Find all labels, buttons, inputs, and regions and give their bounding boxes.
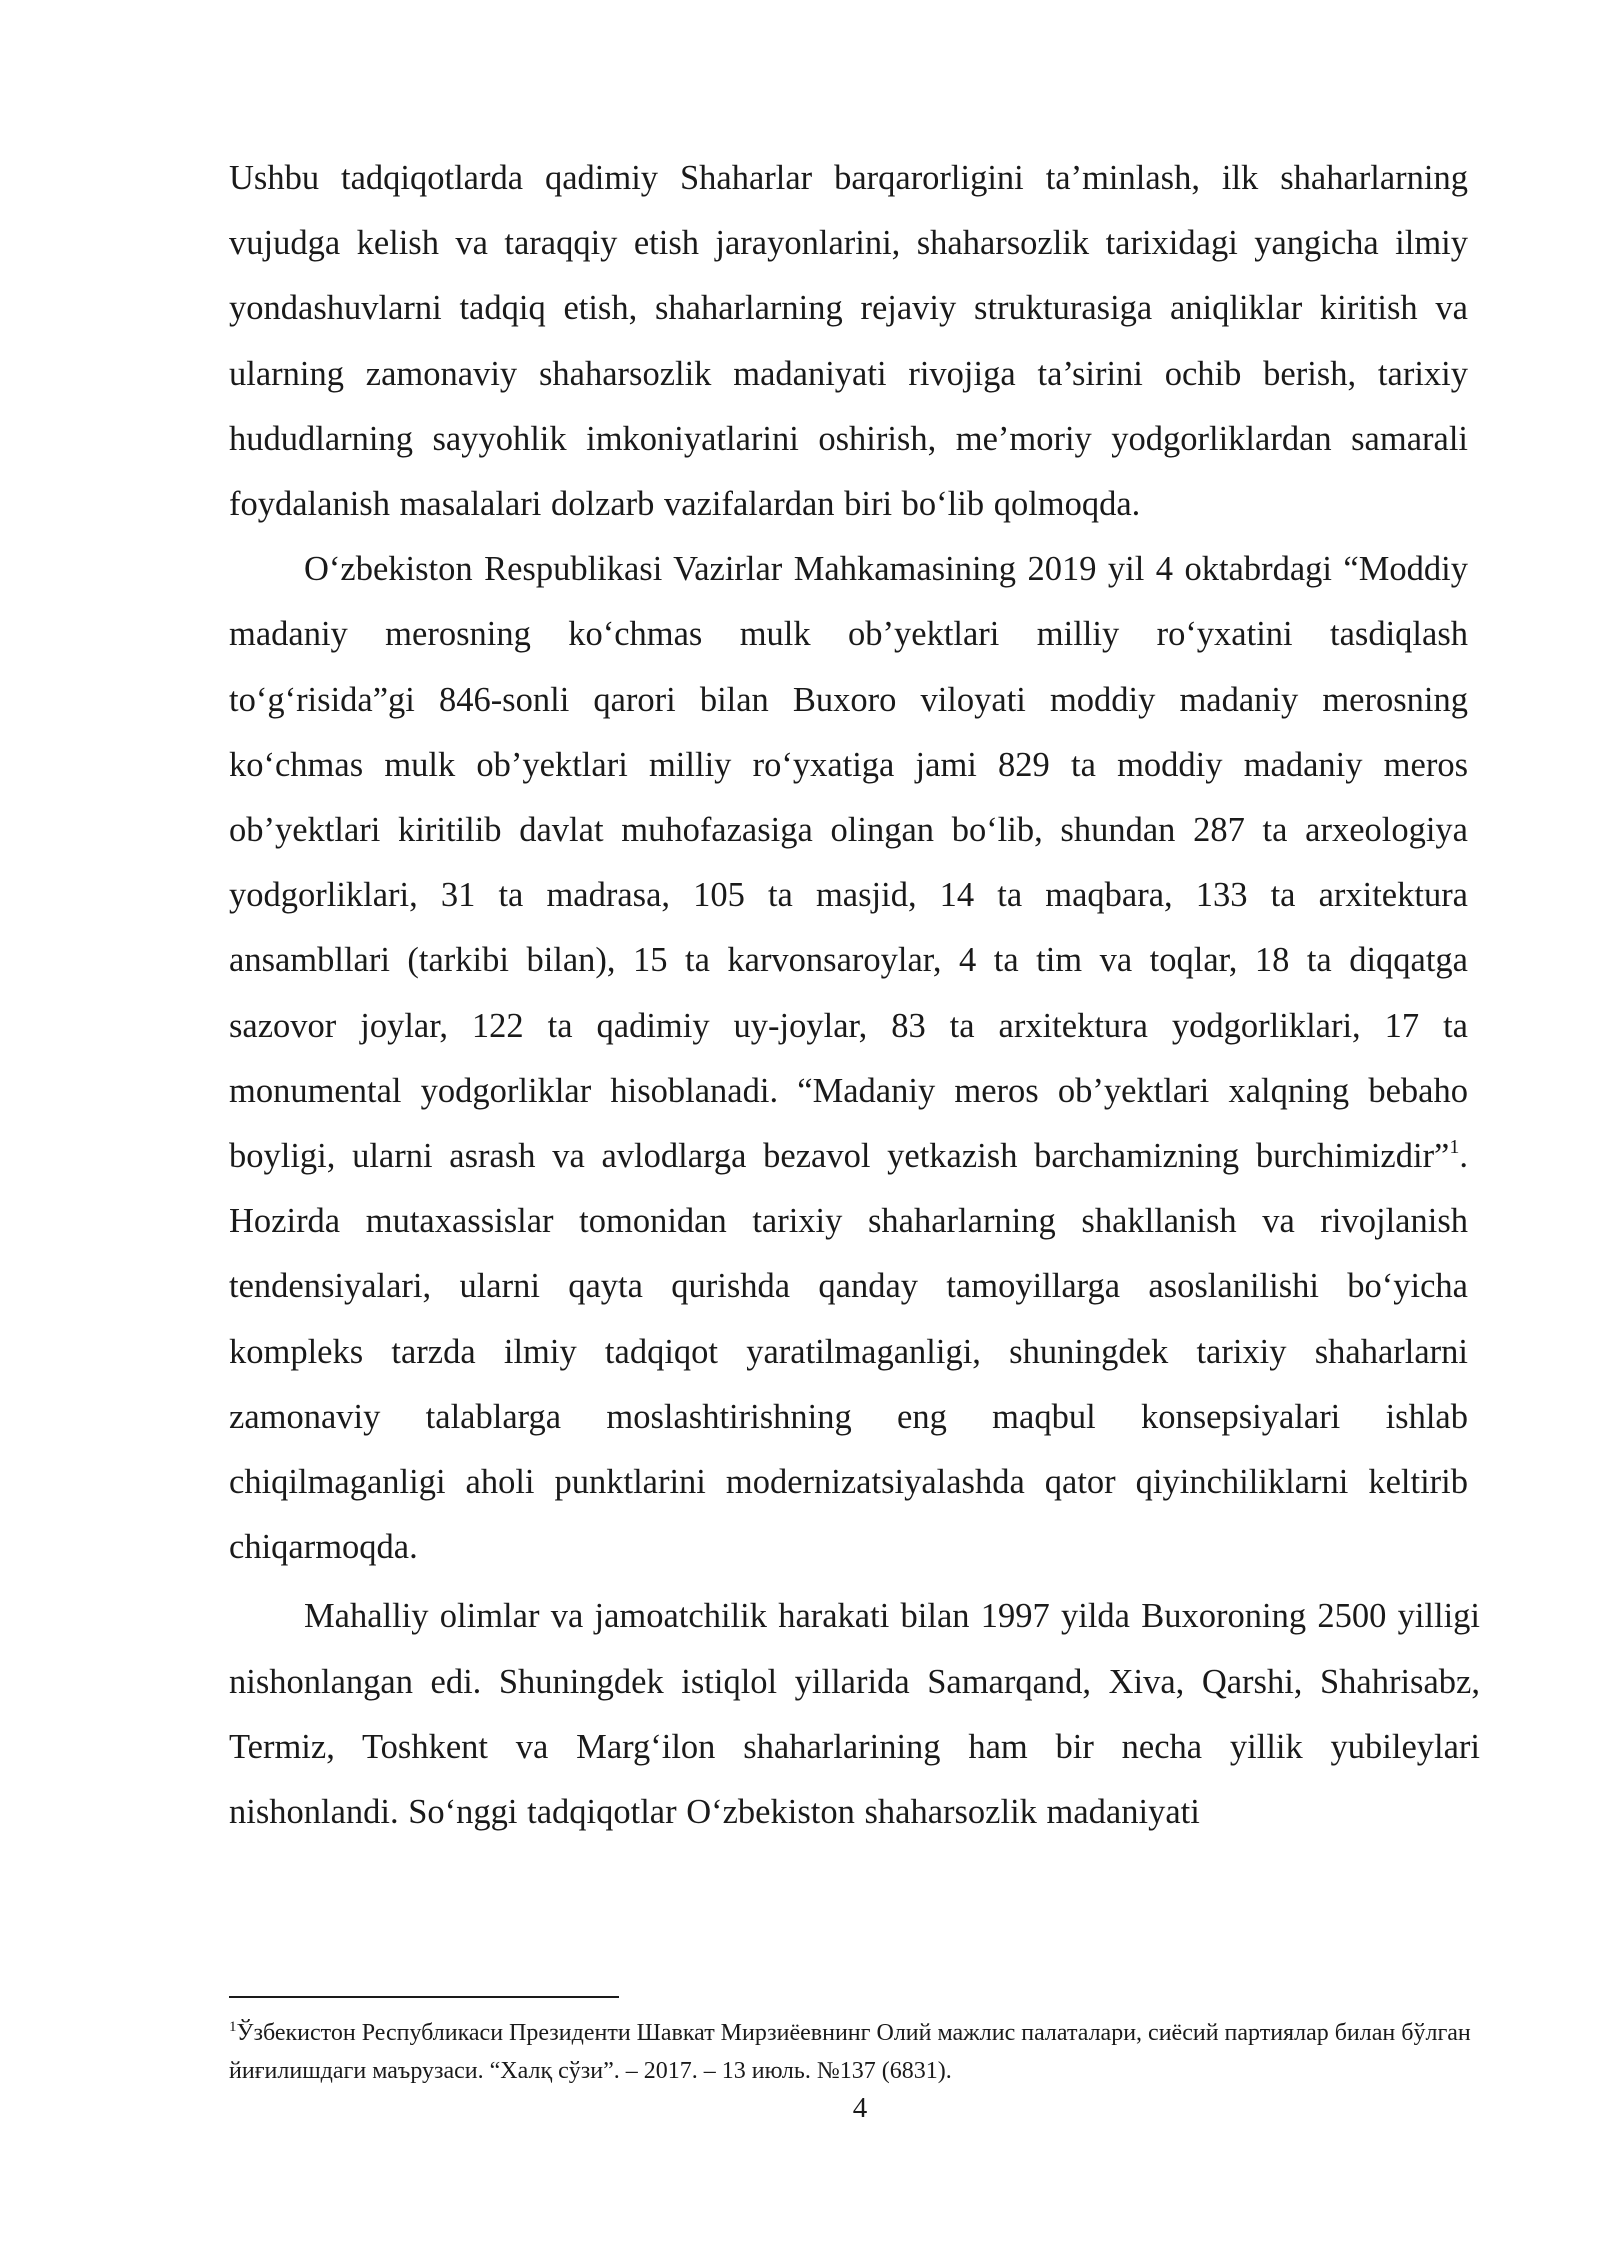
paragraph-3: Mahalliy olimlar va jamoatchilik harakati bilan 1997 yilda Buxoroning 2500 yilligi nishonlangan edi. Shuningdek istiqlol yillarida Samarqand, Xiva, Qarshi, Shahrisabz, Termiz, Toshkent va Marg‘ilon shaharlarining ham bir necha yillik yubileylari nishonlandi. So‘nggi tadqiqotlar O‘zbekiston shaharsozlik madaniyati <box>229 1597 1480 1832</box>
footnote <box>229 2014 1479 2090</box>
footnote-text: Ўзбекистон Республикаси Президенти Шавкат Мирзиёевнинг Олий мажлис палаталари, сиёсий партиялар билан бўлган йиғилишдаги маърузаси. “Халқ сўзи”. – 2017. – 13 июль. №137 (6831). <box>229 2020 1471 2084</box>
page-number: 4 <box>852 2092 868 2124</box>
footnote-reference[interactable]: 1 <box>1449 1136 1460 1159</box>
paragraph-2-text-a: O‘zbekiston Respublikasi Vazirlar Mahkamasining 2019 yil 4 oktabrdagi “Moddiy madaniy merosning ko‘chmas mulk ob’yektlari milliy ro‘yxatini tasdiqlash to‘g‘risida”gi 846-sonli qarori bilan Buxoro viloyati moddiy madaniy merosning ko‘chmas mulk ob’yektlari milliy ro‘yxatiga jami 829 ta moddiy madaniy meros ob’yektlari kiritilib davlat muhofazasiga olingan bo‘lib, shundan 287 ta arxeologiya yodgorliklari, 31 ta madrasa, 105 ta masjid, 14 ta maqbara, 133 ta arxitektura ansambllari (tarkibi bilan), 15 ta karvonsaroylar, 4 ta tim va toqlar, 18 ta diqqatga sazovor joylar, 122 ta qadimiy uy-joylar, 83 ta arxitektura yodgorliklari, 17 ta monumental yodgorliklar hisoblanadi. “Madaniy meros ob’yektlari xalqning bebaho boyligi, ularni asrash va avlodlarga bezavol yetkazish barchamizning burchimizdir” <box>229 550 1468 1176</box>
body-text <box>229 146 1480 1845</box>
paragraph-2 <box>229 537 1468 1580</box>
paragraph-1: Ushbu tadqiqotlarda qadimiy Shaharlar barqarorligini ta’minlash, ilk shaharlarning vujudga kelish va taraqqiy etish jarayonlarini, shaharsozlik tarixidagi yangicha ilmiy yondashuvlarni tadqiq etish, shaharlarning rejaviy strukturasiga aniqliklar kiritish va ularning zamonaviy shaharsozlik madaniyati rivojiga ta’sirini ochib berish, tarixiy hududlarning sayyohlik imkoniyatlarini oshirish, me’moriy yodgorliklardan samarali foydalanish masalalari dolzarb vazifalardan biri bo‘lib qolmoqda. <box>229 159 1468 524</box>
footnote-marker: 1 <box>229 2019 237 2035</box>
paragraph-2-text-b: . Hozirda mutaxassislar tomonidan tarixiy shaharlarning shakllanish va rivojlanish tendensiyalari, ularni qayta qurishda qanday tamoyillarga asoslanilishi bo‘yicha kompleks tarzda ilmiy tadqiqot yaratilmaganligi, shuningdek tarixiy shaharlarni zamonaviy talablarga moslashtirishning eng maqbul konsepsiyalari ishlab chiqilmaganligi aholi punktlarini modernizatsiyalashda qator qiyinchiliklarni keltirib chiqarmoqda. <box>229 1137 1468 1567</box>
footnote-separator <box>229 1996 619 1998</box>
